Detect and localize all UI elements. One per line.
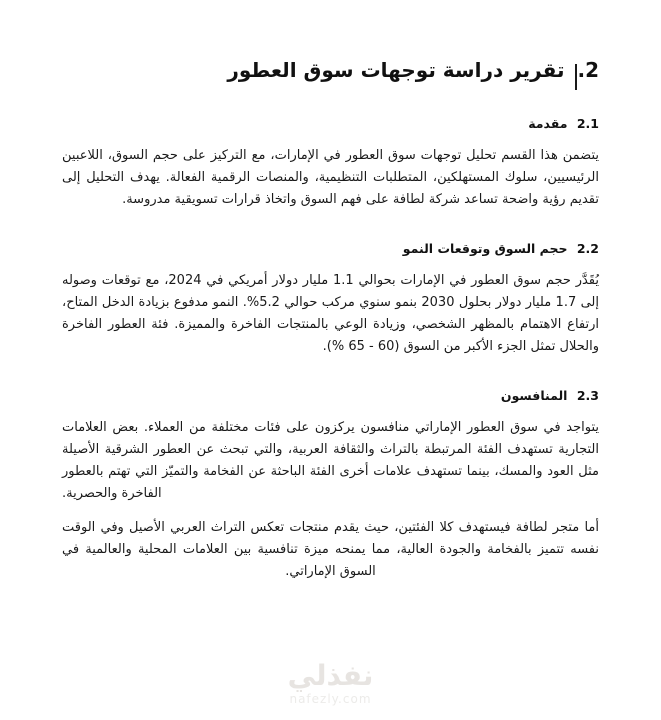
section-title: مقدمة [528,116,568,131]
paragraph-market-size: يُقَدَّر حجم سوق العطور في الإمارات بحوالي 1.1 مليار دولار أمريكي في 2024، مع توقعات وصوله إلى 1.7 مليار دولار بحلول 2030 بنمو سنوي مركب حوالي 5.2%. النمو مدفوع بزيادة الدخل المتاح، ارتفاع الاهتمام بالمظهر الشخصي، وزيادة الوعي بالمنتجات الفاخرة والمميزة. فئة العطور الفاخرة والحلال تمثل الجزء الأكبر من السوق (60 - 65 %). [62,273,599,354]
section-heading-market-size [62,240,599,258]
watermark [0,660,661,706]
section-number: 2.1 [576,116,599,131]
page-title [62,54,599,86]
watermark-logo-text: نفذلي [287,659,374,692]
section-heading-introduction [62,115,599,133]
paragraph-competitors: يتواجد في سوق العطور الإماراتي منافسون يركزون على فئات مختلفة من العملاء. بعض العلامات التجارية تستهدف الفئة المرتبطة بالتراث والثقافة العربية، والتي تبحث عن العطور الشرقية الأصيلة مثل العود والمسك، بينما تستهدف علامات أخرى الفئة الباحثة عن الفخامة والتميّز التي تهتم بالعطور الفاخرة والحصرية. [62,420,599,501]
section-number: 2.2 [576,241,599,256]
paragraph-introduction: يتضمن هذا القسم تحليل توجهات سوق العطور في الإمارات، مع التركيز على حجم السوق، اللاعبين الرئيسيين، سلوك المستهلكين، المتطلبات التنظيمية، والمنصات الرقمية الفعالة. يهدف التحليل إلى تقديم رؤية واضحة تساعد شركة لطافة على فهم السوق واتخاذ قرارات تسويقية مدروسة. [62,148,599,207]
title-number: 2. [577,58,599,82]
watermark-site-text: nafezly.com [289,692,372,706]
section-number: 2.3 [576,388,599,403]
section-title: المنافسون [500,388,568,403]
section-title: حجم السوق وتوقعات النمو [402,241,568,256]
paragraph-latafa-positioning: أما متجر لطافة فيستهدف كلا الفئتين، حيث يقدم منتجات تعكس التراث العربي الأصيل وفي الوقت نفسه تتميز بالفخامة والجودة العالية، مما يمنحه ميزة تنافسية بين العلامات المحلية والعالمية في السوق الإماراتي. [62,520,599,579]
title-text: تقرير دراسة توجهات سوق العطور [227,58,565,82]
section-heading-competitors [62,387,599,405]
